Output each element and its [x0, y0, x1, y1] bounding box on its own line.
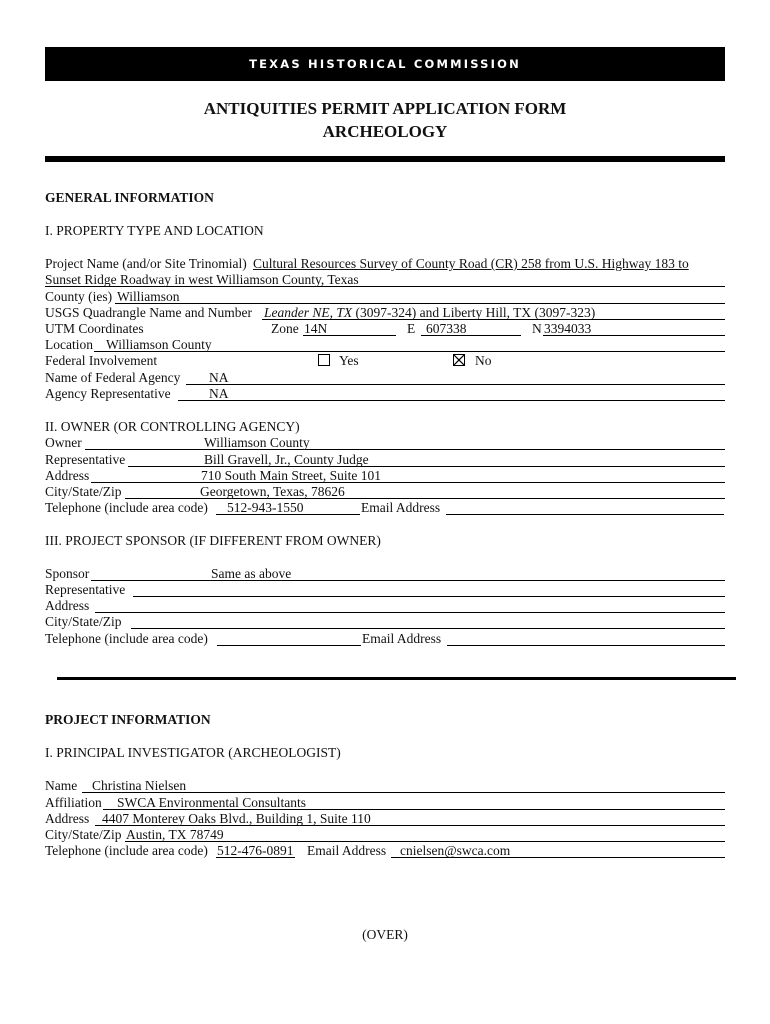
sponsor-heading: III. PROJECT SPONSOR (IF DIFFERENT FROM OWNER)	[45, 533, 381, 548]
pi-city-field[interactable]	[45, 827, 725, 843]
location-field[interactable]	[45, 337, 725, 353]
sponsor-city-field[interactable]	[45, 614, 725, 630]
owner-representative-field[interactable]	[45, 452, 725, 468]
no-label: No	[475, 353, 492, 368]
agency-rep-label: Agency Representative	[45, 386, 171, 401]
location-value: Williamson County	[106, 337, 212, 352]
pi-phone-label: Telephone (include area code)	[45, 843, 208, 858]
pi-affiliation-value: SWCA Environmental Consultants	[117, 795, 306, 810]
pi-email-label: Email Address	[307, 843, 387, 858]
agency-rep-value: NA	[209, 386, 229, 401]
sponsor-field[interactable]	[45, 566, 725, 582]
owner-phone-value: 512-943-1550	[227, 500, 304, 515]
form-title: ANTIQUITIES PERMIT APPLICATION FORM	[203, 99, 567, 118]
northing-value: 3394033	[544, 321, 592, 336]
property-type-heading: I. PROPERTY TYPE AND LOCATION	[45, 223, 264, 238]
pi-name-label: Name	[45, 778, 78, 793]
sponsor-value: Same as above	[211, 566, 292, 581]
usgs-quad-field[interactable]	[45, 305, 725, 321]
owner-heading: II. OWNER (OR CONTROLLING AGENCY)	[45, 419, 300, 434]
pi-phone-email-field[interactable]	[45, 843, 725, 859]
northing-label: N	[532, 321, 542, 336]
pi-address-field[interactable]	[45, 811, 725, 827]
county-label: County (ies)	[45, 289, 113, 304]
owner-address-field[interactable]	[45, 468, 725, 484]
utm-label: UTM Coordinates	[45, 321, 144, 336]
form-subtitle: ARCHEOLOGY	[322, 122, 448, 141]
yes-checkbox[interactable]	[318, 354, 330, 366]
usgs-quad-rest: (3097-324) and Liberty Hill, TX (3097-323)	[352, 305, 596, 320]
project-name-value: Cultural Resources Survey of County Road (CR) 258 from U.S. Highway 183 to	[253, 256, 689, 271]
pi-affiliation-field[interactable]	[45, 795, 725, 811]
pi-phone-value: 512-476-0891	[217, 843, 294, 858]
section-divider	[57, 677, 736, 680]
utm-coordinates-field[interactable]	[45, 321, 725, 337]
project-name-value-cont: Sunset Ridge Roadway in west Williamson County, Texas	[45, 272, 359, 287]
county-field[interactable]	[45, 289, 725, 305]
owner-address-label: Address	[45, 468, 90, 483]
sponsor-representative-field[interactable]	[45, 582, 725, 598]
project-name-label: Project Name (and/or Site Trinomial)	[45, 256, 247, 271]
sponsor-rep-label: Representative	[45, 582, 126, 597]
fed-agency-value: NA	[209, 370, 229, 385]
sponsor-email-label: Email Address	[362, 631, 442, 646]
agency-representative-field[interactable]	[45, 386, 725, 402]
pi-address-label: Address	[45, 811, 90, 826]
owner-city-field[interactable]	[45, 484, 725, 500]
project-info-heading: PROJECT INFORMATION	[45, 712, 211, 727]
pi-email-value: cnielsen@swca.com	[400, 843, 511, 858]
federal-agency-field[interactable]	[45, 370, 725, 386]
sponsor-phone-email-field[interactable]	[45, 631, 725, 647]
pi-name-value: Christina Nielsen	[92, 778, 187, 793]
agency-name: TEXAS HISTORICAL COMMISSION	[249, 57, 521, 71]
owner-address-value: 710 South Main Street, Suite 101	[201, 468, 381, 483]
owner-rep-label: Representative	[45, 452, 126, 467]
pi-address-value: 4407 Monterey Oaks Blvd., Building 1, Suite 110	[102, 811, 371, 826]
pi-name-field[interactable]	[45, 778, 725, 794]
usgs-quad-italic: Leander NE, TX	[264, 305, 353, 320]
zone-value: 14N	[304, 321, 328, 336]
usgs-label: USGS Quadrangle Name and Number	[45, 305, 252, 320]
pi-city-value: Austin, TX 78749	[126, 827, 224, 842]
no-checkbox[interactable]	[453, 354, 465, 366]
sponsor-address-field[interactable]	[45, 598, 725, 614]
pi-affiliation-label: Affiliation	[45, 795, 102, 810]
check-x-icon	[454, 355, 464, 365]
pi-city-label: City/State/Zip	[45, 827, 122, 842]
easting-label: E	[407, 321, 416, 336]
zone-label: Zone	[271, 321, 299, 336]
owner-value: Williamson County	[204, 435, 310, 450]
easting-value: 607338	[426, 321, 467, 336]
project-name-field-cont[interactable]	[45, 272, 725, 288]
sponsor-label: Sponsor	[45, 566, 90, 581]
owner-phone-email-field[interactable]	[45, 500, 725, 516]
usgs-value	[264, 305, 595, 320]
location-label: Location	[45, 337, 93, 352]
owner-city-value: Georgetown, Texas, 78626	[200, 484, 345, 499]
principal-investigator-heading: I. PRINCIPAL INVESTIGATOR (ARCHEOLOGIST)	[45, 745, 341, 760]
yes-label: Yes	[339, 353, 359, 368]
sponsor-phone-label: Telephone (include area code)	[45, 631, 208, 646]
sponsor-address-label: Address	[45, 598, 90, 613]
owner-phone-label: Telephone (include area code)	[45, 500, 208, 515]
county-value: Williamson	[117, 289, 180, 304]
owner-city-label: City/State/Zip	[45, 484, 122, 499]
page-continuation: (OVER)	[362, 927, 408, 942]
project-name-field[interactable]	[45, 256, 725, 272]
sponsor-city-label: City/State/Zip	[45, 614, 122, 629]
owner-email-label: Email Address	[361, 500, 441, 515]
owner-field[interactable]	[45, 435, 725, 451]
general-info-heading: GENERAL INFORMATION	[45, 190, 214, 205]
federal-involvement-row	[45, 353, 725, 369]
owner-rep-value: Bill Gravell, Jr., County Judge	[204, 452, 369, 467]
fed-agency-label: Name of Federal Agency	[45, 370, 181, 385]
owner-label: Owner	[45, 435, 82, 450]
federal-label: Federal Involvement	[45, 353, 158, 368]
agency-banner	[45, 47, 725, 81]
header-divider	[45, 156, 725, 162]
